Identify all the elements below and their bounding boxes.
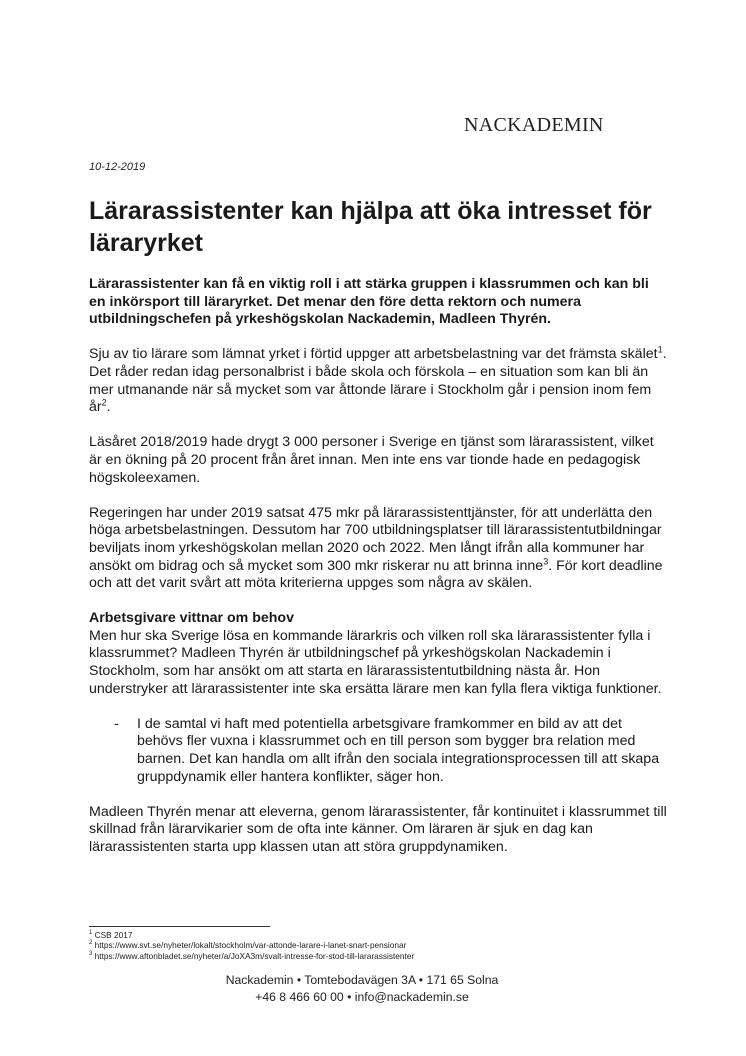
footnote-3 [89,951,669,961]
bullet-dash: - [114,715,119,732]
footnote-2 [89,940,669,950]
footnote-2-link[interactable]: https://www.svt.se/nyheter/lokalt/stockholm/var-attonde-larare-i-lanet-snart-pensionar [94,940,407,951]
footnote-2-number: 2 [89,940,93,947]
footnotes [89,930,669,961]
footnote-divider [89,926,270,927]
footnote-1-number: 1 [89,930,93,937]
footnote-3-number: 3 [89,951,93,958]
paragraph-3-text-a: Regeringen har under 2019 satsat 475 mkr på lärarassistenttjänster, för att underlätta den höga arbetsbelastningen. Dessutom har 700 utbildningsplatser till lärarassistentutbildningar beviljats inom yrkeshögskolan mellan 2020 och 2022. Men långt ifrån alla kommuner har ansökt om bidrag och så mycket som 300 mkr riskerar nu att brinna inne [89,504,662,574]
footnote-3-link[interactable]: https://www.aftonbladet.se/nyheter/a/JoXA3m/svalt-intresse-for-stod-till-lararassistenter [94,950,415,961]
nackademin-logo: NACKADEMIN [464,114,604,136]
footnote-ref-2: 2 [101,397,107,408]
article-title: Lärarassistenter kan hjälpa att öka intresset för läraryrket [89,197,652,257]
paragraph-1-text-c: . [106,399,111,416]
bullet-text: I de samtal vi haft med potentiella arbetsgivare framkommer en bild av att det behövs fler vuxna i klassrummet och en till person som bygger bra relation med barnen. Det kan handla om allt ifrån den sociala integrationsprocessen till att skapa gruppdynamik eller hantera konflikter, säger hon. [137,715,660,785]
quote-bullet [89,716,669,786]
paragraph-5: Madleen Thyrén menar att eleverna, genom lärarassistenter, får kontinuitet i klassrummet till skillnad från lärarvikarier som de ofta inte känner. Om läraren är sjuk en dag kan lärarassistenten starta upp klassen utan att störa gruppdynamiken. [89,803,667,855]
footnote-ref-1: 1 [657,344,663,355]
paragraph-4-section [89,610,669,698]
paragraph-1 [89,346,669,416]
paragraph-4: Men hur ska Sverige lösa en kommande lärarkris och vilken roll ska lärarassistenter fylla i klassrummet? Madleen Thyrén är utbildningschef på yrkeshögskolan Nackademin i Stockholm, som har ansökt om att starta en lärarassistentutbildning nästa år. Hon understryker att lärarassistenter inte ska ersätta lärare men kan fylla flera viktiga funktioner. [89,627,662,697]
paragraph-2: Läsåret 2018/2019 hade drygt 3 000 personer i Sverige en tjänst som lärarassistent, vilket är en ökning på 20 procent från året innan. Men inte ens var tionde hade en pedagogisk högskoleexamen. [89,434,654,486]
paragraph-1-text-b: . Det råder redan idag personalbrist i både skola och förskola – en situation som kan bli än mer utmanande när så mycket som var åttonde lärare i Stockholm går i pension inom fem år [89,346,667,416]
footnote-1-text: CSB 2017 [94,930,133,940]
footnote-ref-3: 3 [543,555,549,566]
paragraph-3 [89,505,669,593]
lead-paragraph: Lärarassistenter kan få en viktig roll i att stärka gruppen i klassrummen och kan bli en inkörsport till läraryrket. Det menar den före detta rektorn och numera utbildningschefen på yrkeshögskolan Nackademin, Madleen Thyrén. [89,276,649,328]
footnote-1 [89,930,669,940]
paragraph-3-text-b: . För kort deadline och att det varit svårt att möta kriterierna uppges som några av skälen. [89,557,663,592]
paragraph-1-text-a: Sju av tio lärare som lämnat yrket i förtid uppger att arbetsbelastning var det främsta skälet [89,346,658,363]
article-body [89,276,669,874]
footer-contact: +46 8 466 60 00 • info@nackademin.se [255,990,469,1004]
page-footer [89,972,635,1006]
footer-address: Nackademin • Tomtebodavägen 3A • 171 65 Solna [225,973,499,987]
publication-date: 10-12-2019 [89,161,146,173]
section-subheading: Arbetsgivare vittnar om behov [89,610,294,627]
